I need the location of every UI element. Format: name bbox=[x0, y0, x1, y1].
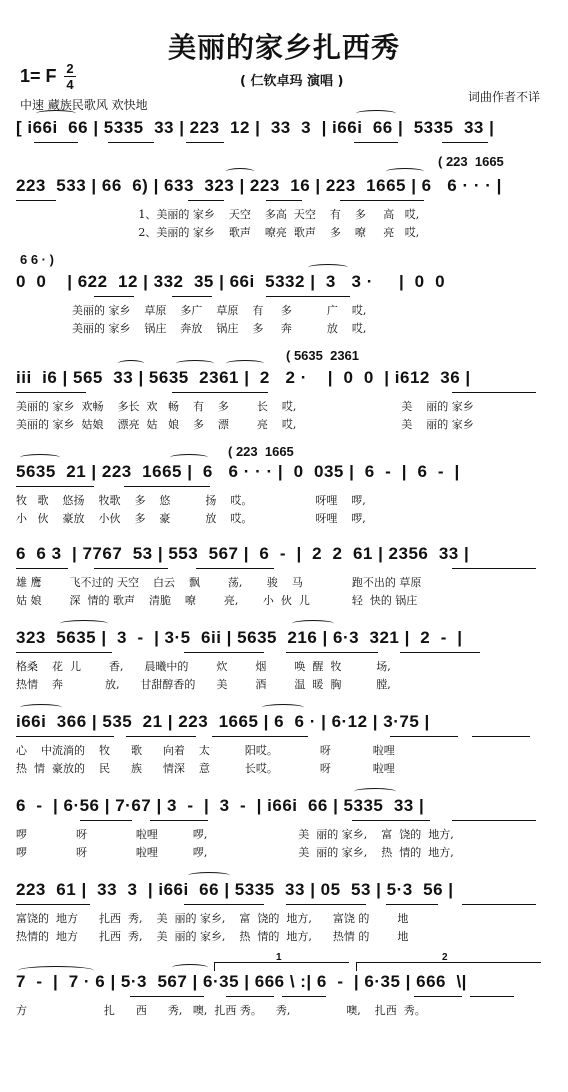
lyrics-verse2-row-4: 美丽的 家乡 姑娘 漂亮 姑 娘 多 漂 亮 哎, 美 丽的 家乡 bbox=[16, 418, 474, 431]
lyrics-verse1-row-10: 富饶的 地方 扎西 秀, 美 丽的 家乡, 富 饶的 地方, 富饶 的 地 bbox=[16, 912, 409, 925]
beam-line bbox=[282, 996, 326, 997]
beam-line bbox=[472, 736, 530, 737]
slur-arc bbox=[170, 454, 208, 461]
lyrics-verse2-row-9: 啰 呀 啦哩 啰, 美 丽的 家乡, 热 情的 地方, bbox=[16, 846, 454, 859]
notes-row-9: 6 - | 6·56 | 7·67 | 3 - | 3 - | i66i 66 | 5335 33 | bbox=[16, 796, 425, 815]
beam-line bbox=[352, 820, 430, 821]
beam-line bbox=[16, 904, 90, 905]
notes-row-10: 223 61 | 33 3 | i66i 66 | 5335 33 | 05 53 | 5·3 56 | bbox=[16, 880, 454, 899]
beam-line bbox=[16, 486, 94, 487]
beam-line bbox=[124, 486, 210, 487]
beam-line bbox=[400, 652, 480, 653]
prelude-row-3: 6 6 · ) bbox=[20, 252, 54, 267]
key-signature: 1= F bbox=[20, 66, 57, 86]
beam-line bbox=[188, 200, 224, 201]
beam-line bbox=[266, 296, 350, 297]
slur-arc bbox=[386, 168, 424, 175]
beam-line bbox=[286, 904, 366, 905]
beam-line bbox=[16, 392, 86, 393]
beam-line bbox=[34, 142, 78, 143]
lyrics-verse1-row-2: 1、美丽的 家乡 天空 多高 天空 有 多 高 哎, bbox=[16, 208, 420, 221]
beam-line bbox=[16, 200, 56, 201]
slur-arc bbox=[20, 704, 62, 711]
lyrics-verse2-row-8: 热 情 豪放的 民 族 情深 意 长哎。 呀 啦哩 bbox=[16, 762, 395, 775]
slur-arc bbox=[188, 872, 230, 879]
prelude-row-2: ( 223 1665 bbox=[438, 154, 504, 169]
beam-line bbox=[386, 904, 438, 905]
lyrics-verse1-row-8: 心 中流淌的 牧 歌 向着 太 阳哎。 呀 啦哩 bbox=[16, 744, 395, 757]
lyrics-verse2-row-6: 姑 娘 深 情的 歌声 清脆 嘹 亮, 小 伙 儿 轻 快的 锅庄 bbox=[16, 594, 418, 607]
beam-line bbox=[184, 652, 264, 653]
slur-arc bbox=[172, 964, 208, 971]
composer-credit: 词曲作者不详 bbox=[468, 90, 541, 104]
beam-line bbox=[462, 904, 536, 905]
beam-line bbox=[16, 568, 68, 569]
slur-arc bbox=[292, 620, 334, 627]
lyrics-verse1-row-9: 啰 呀 啦哩 啰, 美 丽的 家乡, 富 饶的 地方, bbox=[16, 828, 454, 841]
prelude-row-4: ( 5635 2361 bbox=[286, 348, 360, 363]
lyrics-verse1-row-5: 牧 歌 悠扬 牧歌 多 悠 扬 哎。 呀哩 啰, bbox=[16, 494, 366, 507]
lyrics-verse1-row-4: 美丽的 家乡 欢畅 多长 欢 畅 有 多 长 哎, 美 丽的 家乡 bbox=[16, 400, 474, 413]
volta-bracket-1 bbox=[214, 962, 349, 971]
beam-line bbox=[80, 820, 132, 821]
beam-line bbox=[172, 392, 268, 393]
beam-line bbox=[354, 142, 398, 143]
beam-line bbox=[442, 142, 488, 143]
volta-number-1: 1 bbox=[276, 952, 282, 963]
slur-arc bbox=[354, 788, 396, 795]
slur-arc bbox=[118, 360, 144, 367]
slur-arc bbox=[176, 360, 214, 367]
lyrics-verse2-row-5: 小 伙 豪放 小伙 多 豪 放 哎。 呀哩 啰, bbox=[16, 512, 366, 525]
slur-arc bbox=[20, 454, 60, 461]
slur-arc bbox=[308, 264, 348, 271]
notes-row-4: iii i6 | 565 33 | 5635 2361 | 2 2 · | 0 0 | i612 36 | bbox=[16, 368, 471, 387]
beam-line bbox=[340, 200, 424, 201]
lyrics-verse1-row-7: 格桑 花 儿 香, 晨曦中的 炊 烟 唤 醒 牧 场, bbox=[16, 660, 391, 673]
lyrics-verse2-row-7: 热情 奔 放, 甘甜醇香的 美 酒 温 暖 胸 膛, bbox=[16, 678, 391, 691]
notes-row-3: 0 0 | 622 12 | 332 35 | 66i 5332 | 3 3 · | 0 0 bbox=[16, 272, 446, 291]
beam-line bbox=[108, 142, 154, 143]
notes-row-1: [ i66i 66 | 5335 33 | 223 12 | 33 3 | i66i 66 | 5335 33 | bbox=[16, 118, 495, 137]
lyrics-verse1-row-3: 美丽的 家乡 草原 多广 草原 有 多 广 哎, bbox=[16, 304, 367, 317]
slur-arc bbox=[226, 360, 264, 367]
beam-line bbox=[452, 820, 536, 821]
beam-line bbox=[212, 736, 308, 737]
time-bottom: 4 bbox=[66, 77, 74, 92]
singer-credit: ( 仁钦卓玛 演唱 ) bbox=[240, 74, 344, 89]
slur-arc bbox=[36, 110, 76, 117]
slur-arc bbox=[262, 704, 304, 711]
beam-line bbox=[16, 736, 114, 737]
beam-line bbox=[172, 296, 212, 297]
time-signature bbox=[64, 62, 76, 91]
time-top: 2 bbox=[66, 61, 74, 76]
song-title: 美丽的家乡扎西秀 bbox=[167, 31, 400, 64]
beam-line bbox=[390, 736, 458, 737]
notes-row-6: 6 6 3 | 7767 53 | 553 567 | 6 - | 2 2 61 | 2356 33 | bbox=[16, 544, 470, 563]
beam-line bbox=[470, 996, 514, 997]
beam-line bbox=[130, 996, 204, 997]
lyrics-verse2-row-3: 美丽的 家乡 锅庄 奔放 锅庄 多 奔 放 哎, bbox=[16, 322, 367, 335]
beam-line bbox=[266, 200, 302, 201]
beam-line bbox=[126, 736, 196, 737]
notes-row-7: 323 5635 | 3 - | 3·5 6ii | 5635 216 | 6·3 321 | 2 - | bbox=[16, 628, 463, 647]
beam-line bbox=[186, 142, 224, 143]
beam-line bbox=[286, 652, 378, 653]
lyrics-verse1-row-11: 方 扎 西 秀, 噢, 扎西 秀。 秀, 噢, 扎西 秀。 bbox=[16, 1004, 426, 1017]
volta-number-2: 2 bbox=[442, 952, 448, 963]
notes-row-8: i66i 366 | 535 21 | 223 1665 | 6 6 · | 6·12 | 3·75 | bbox=[16, 712, 430, 731]
prelude-row-5: ( 223 1665 bbox=[228, 444, 294, 459]
beam-line bbox=[94, 296, 134, 297]
beam-line bbox=[94, 568, 168, 569]
slur-arc bbox=[356, 110, 396, 117]
beam-line bbox=[226, 996, 274, 997]
notes-row-11: 7 - | 7 · 6 | 5·3 567 | 6·35 | 666 \ :| 6 - | 6·35 | 666 \| bbox=[16, 972, 467, 991]
lyrics-verse2-row-2: 2、美丽的 家乡 歌声 嘹亮 歌声 多 嘹 亮 哎, bbox=[16, 226, 420, 239]
lyrics-verse2-row-10: 热情的 地方 扎西 秀, 美 丽的 家乡, 热 情的 地方, 热情 的 地 bbox=[16, 930, 409, 943]
beam-line bbox=[452, 392, 536, 393]
notes-row-5: 5635 21 | 223 1665 | 6 6 · · · | 0 035 | 6 - | 6 - | bbox=[16, 462, 460, 481]
beam-line bbox=[196, 568, 274, 569]
beam-line bbox=[452, 568, 536, 569]
volta-bracket-2 bbox=[356, 962, 541, 971]
notes-row-2: 223 533 | 66 6) | 633 323 | 223 16 | 223 1665 | 6 6 · · · | bbox=[16, 176, 502, 195]
beam-line bbox=[150, 820, 208, 821]
beam-line bbox=[414, 996, 462, 997]
slur-arc bbox=[226, 168, 254, 175]
beam-line bbox=[16, 652, 112, 653]
slur-arc bbox=[60, 620, 108, 627]
tempo-marking: 中速 藏族民歌风 欢快地 bbox=[20, 98, 148, 112]
lyrics-verse1-row-6: 雄 鹰 飞不过的 天空 白云 飘 荡, 骏 马 跑不出的 草原 bbox=[16, 576, 422, 589]
beam-line bbox=[184, 904, 264, 905]
